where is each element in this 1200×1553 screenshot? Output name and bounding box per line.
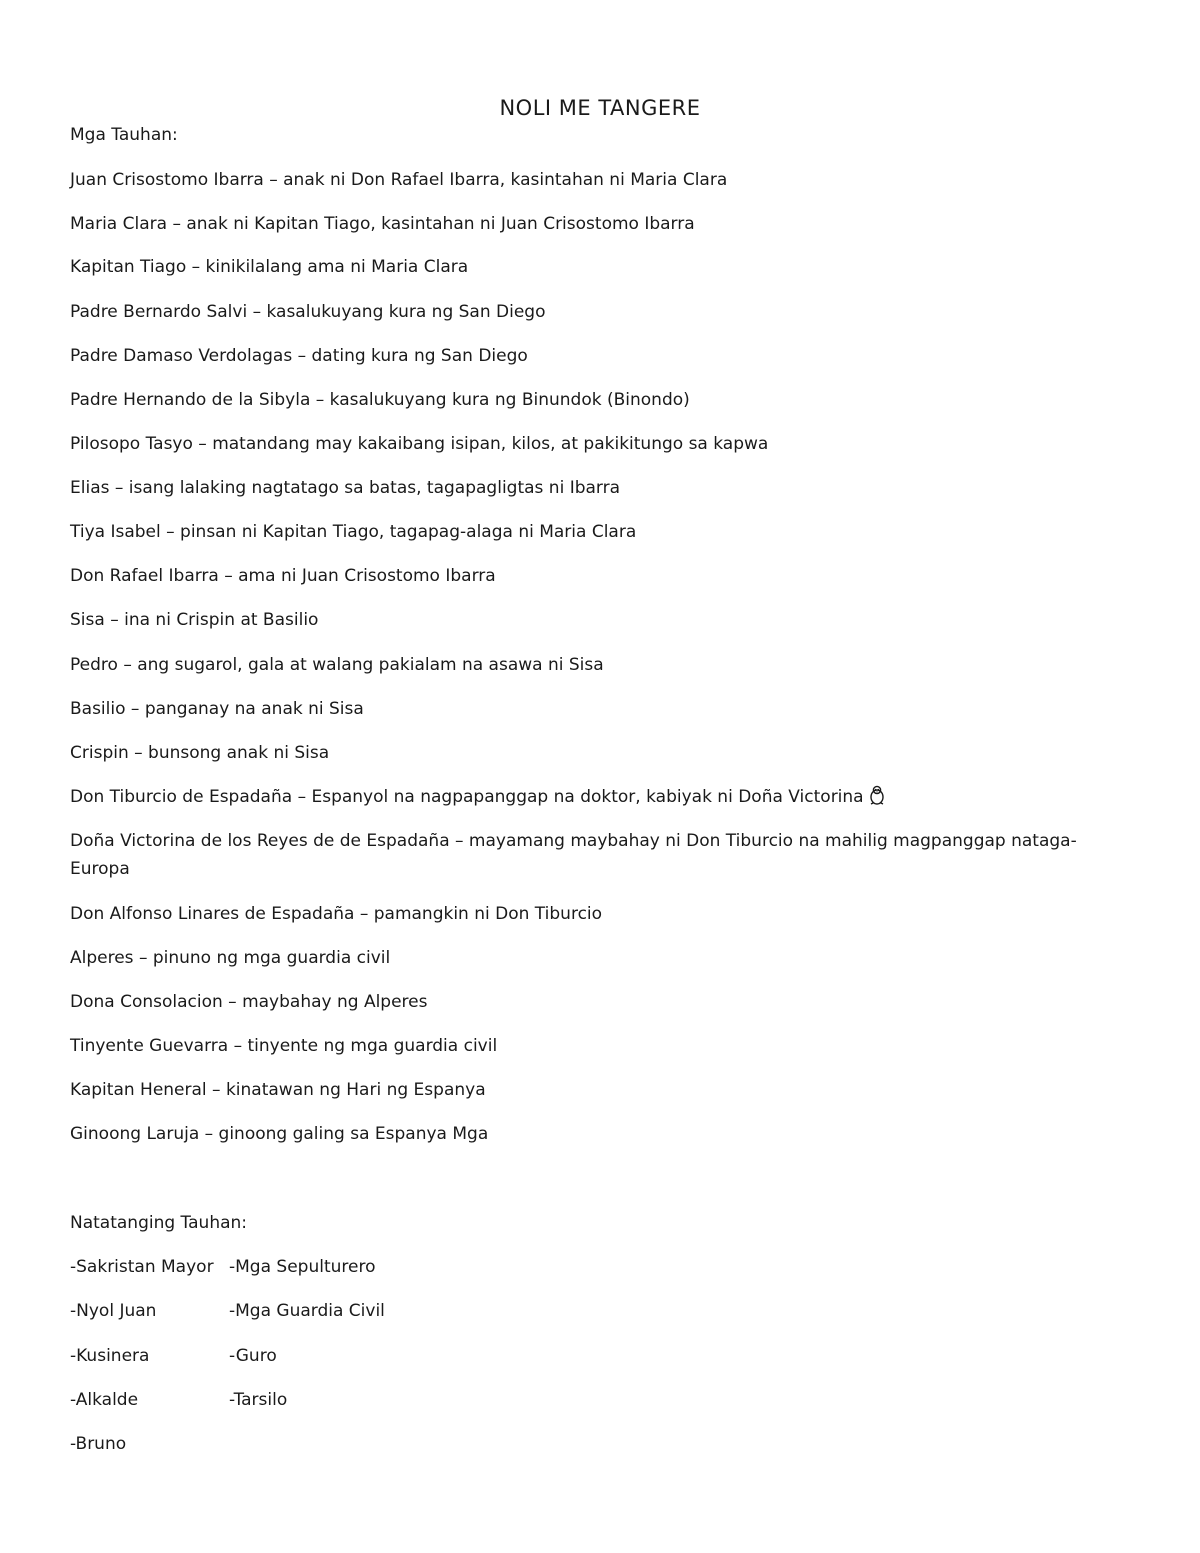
special-item: -Alkalde	[70, 1390, 139, 1410]
special-row	[70, 1430, 126, 1458]
character-line: Tiya Isabel – pinsan ni Kapitan Tiago, tagapag-alaga ni Maria Clara	[70, 522, 637, 542]
special-item: -Nyol Juan	[70, 1301, 157, 1321]
character-line: Don Alfonso Linares de Espadaña – pamangkin ni Don Tiburcio	[70, 904, 603, 924]
character-line: Basilio – panganay na anak ni Sisa	[70, 699, 364, 719]
character-line: Pedro – ang sugarol, gala at walang pakialam na asawa ni Sisa	[70, 655, 604, 675]
character-line: Padre Bernardo Salvi – kasalukuyang kura ng San Diego	[70, 302, 546, 322]
character-line: Padre Damaso Verdolagas – dating kura ng San Diego	[70, 346, 528, 366]
special-item: -Tarsilo	[229, 1390, 288, 1410]
character-line: Alperes – pinuno ng mga guardia civil	[70, 948, 391, 968]
special-item: -Guro	[229, 1346, 277, 1366]
character-line: Crispin – bunsong anak ni Sisa	[70, 743, 330, 763]
document-title: NOLI ME TANGERE	[499, 96, 701, 120]
character-line: Dona Consolacion – maybahay ng Alperes	[70, 992, 428, 1012]
character-line: Don Rafael Ibarra – ama ni Juan Crisostomo Ibarra	[70, 566, 496, 586]
special-item: -Bruno	[70, 1434, 127, 1454]
character-line: Elias – isang lalaking nagtatago sa batas, tagapagligtas ni Ibarra	[70, 478, 621, 498]
special-row	[70, 1386, 288, 1414]
character-line: Kapitan Tiago – kinikilalang ama ni Maria Clara	[70, 257, 469, 277]
special-row	[70, 1342, 277, 1370]
character-line: Juan Crisostomo Ibarra – anak ni Don Rafael Ibarra, kasintahan ni Maria Clara	[70, 170, 728, 190]
character-line: Maria Clara – anak ni Kapitan Tiago, kasintahan ni Juan Crisostomo Ibarra	[70, 214, 695, 234]
character-line: Padre Hernando de la Sibyla – kasalukuyang kura ng Binundok (Binondo)	[70, 390, 690, 410]
special-row	[70, 1297, 385, 1325]
character-line: Ginoong Laruja – ginoong galing sa Espanya Mga	[70, 1124, 489, 1144]
character-line: Doña Victorina de los Reyes de de Espadaña – mayamang maybahay ni Don Tiburcio na mahilig magpanggap nataga-Europa	[70, 831, 1077, 879]
character-line: Sisa – ina ni Crispin at Basilio	[70, 610, 319, 630]
character-line: Kapitan Heneral – kinatawan ng Hari ng Espanya	[70, 1080, 486, 1100]
special-row	[70, 1253, 376, 1281]
special-item: -Kusinera	[70, 1346, 150, 1366]
special-characters-heading: Natatanging Tauhan:	[70, 1213, 248, 1233]
character-line-with-icon	[70, 783, 886, 814]
character-line: Tinyente Guevarra – tinyente ng mga guardia civil	[70, 1036, 498, 1056]
character-line: Pilosopo Tasyo – matandang may kakaibang isipan, kilos, at pakikitungo sa kapwa	[70, 434, 769, 454]
special-item: -Sakristan Mayor	[70, 1257, 214, 1277]
special-item: -Mga Guardia Civil	[229, 1301, 385, 1321]
penguin-icon	[868, 785, 886, 814]
characters-heading: Mga Tauhan:	[70, 125, 178, 145]
character-text: Don Tiburcio de Espadaña – Espanyol na nagpapanggap na doktor, kabiyak ni Doña Victorina	[70, 787, 864, 807]
special-item: -Mga Sepulturero	[229, 1257, 376, 1277]
